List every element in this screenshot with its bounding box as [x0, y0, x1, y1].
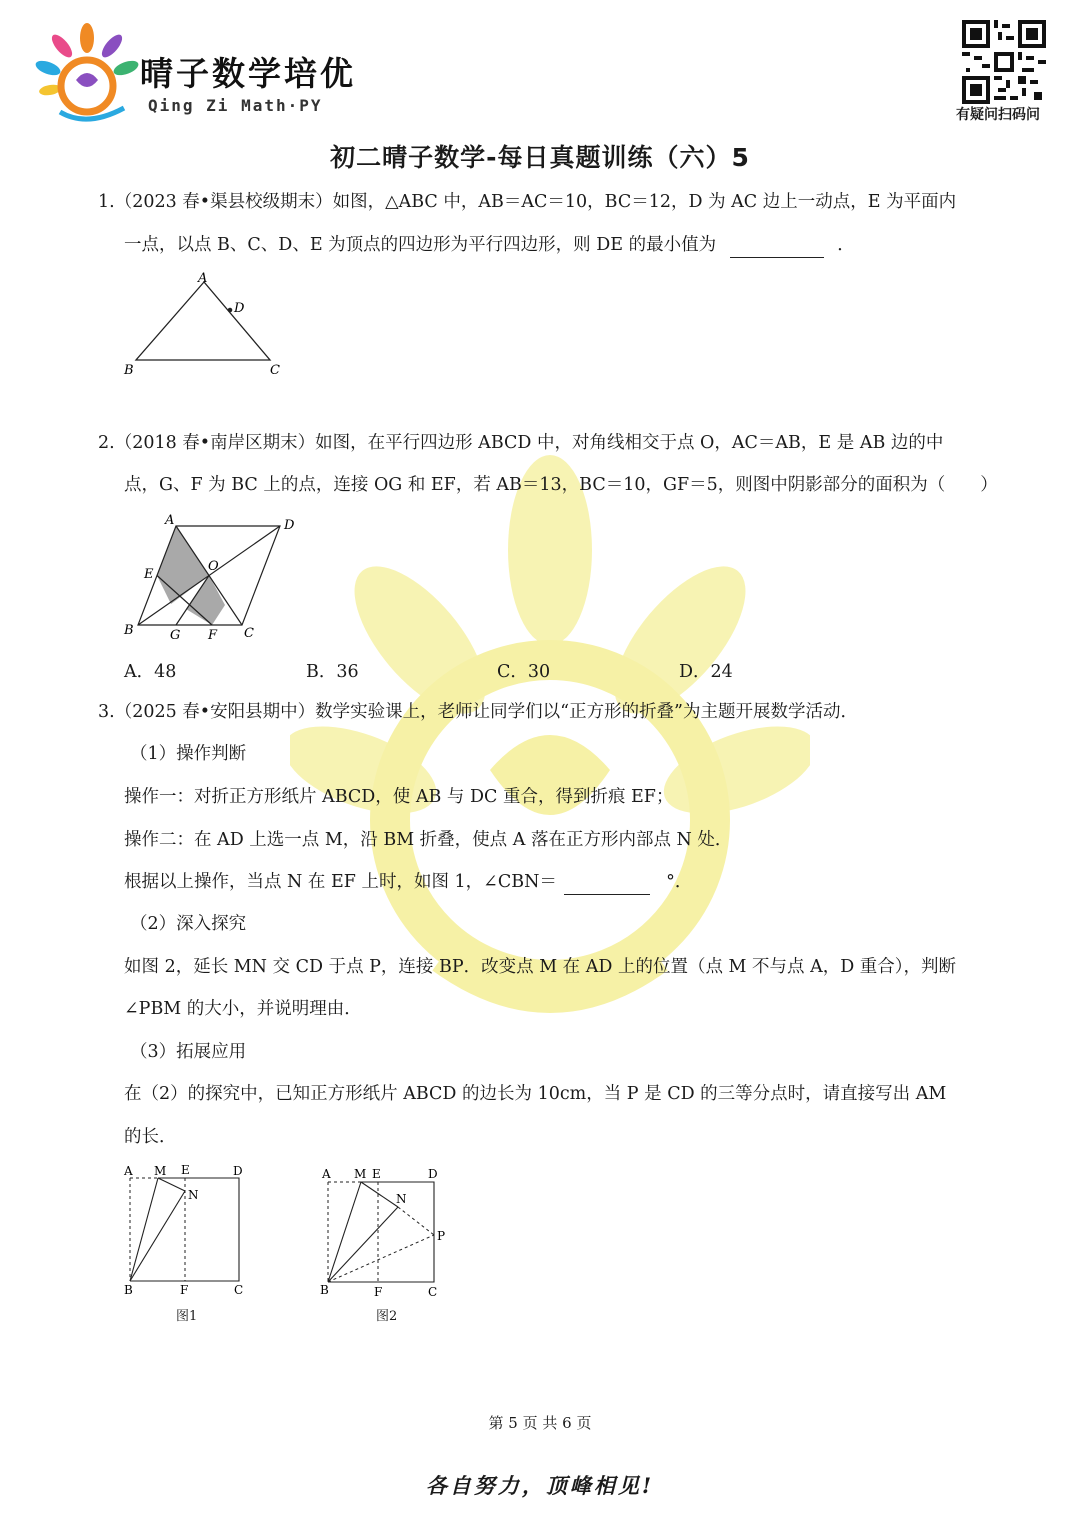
q3-question-end: °． — [666, 872, 693, 892]
q3f2-label-D: D — [428, 1167, 438, 1181]
fig1-label-A: A — [198, 271, 208, 286]
q3f1-label-D: D — [233, 1164, 243, 1178]
q1-text-line1: 1.（2023 春•渠县校级期末）如图，△ABC 中，AB＝AC＝10，BC＝12，D 为 AC 边上一动点，E 为平面内 — [98, 192, 957, 212]
q3f2-label-E: E — [372, 1167, 381, 1181]
q2-option-d[interactable]: D．24 — [679, 662, 733, 682]
q1-text-line2-content: 一点，以点 B、C、D、E 为顶点的四边形为平行四边形，则 DE 的最小值为 — [124, 235, 717, 255]
fig2-label-B: B — [124, 623, 134, 638]
q3-figure1-caption: 图1 — [176, 1309, 198, 1324]
q3-part3-line2: 的长． — [124, 1127, 177, 1147]
page-number: 第 5 页 共 6 页 — [488, 1414, 592, 1432]
brand-name-en: Qing Zi Math·PY — [148, 96, 323, 115]
q1-text-line2-end: ． — [837, 235, 855, 255]
q3-text-line1: 3.（2025 春•安阳县期中）数学实验课上，老师让同学们以“正方形的折叠”为主题开展数学活动． — [98, 702, 859, 722]
page-title: 初二晴子数学-每日真题训练（六）5 — [330, 143, 750, 172]
fig1-label-B: B — [124, 363, 134, 378]
q3f1-label-E: E — [181, 1163, 190, 1177]
q3-operation2: 操作二：在 AD 上选一点 M，沿 BM 折叠，使点 A 落在正方形内部点 N 处． — [124, 830, 733, 850]
qr-code-icon[interactable] — [962, 20, 1046, 104]
q3-part3-title: （3）拓展应用 — [130, 1042, 247, 1062]
q3-figure2-caption: 图2 — [376, 1309, 398, 1324]
fig1-label-D: D — [234, 301, 245, 316]
q2-option-b[interactable]: B．36 — [306, 662, 359, 682]
fig2-label-G: G — [170, 628, 181, 643]
q3-part3-line1: 在（2）的探究中，已知正方形纸片 ABCD 的边长为 10cm，当 P 是 CD 的三等分点时，请直接写出 AM — [124, 1084, 947, 1104]
fig2-label-F: F — [208, 628, 218, 643]
fig2-label-D: D — [284, 518, 295, 533]
q3f2-label-N: N — [396, 1192, 407, 1206]
motto: 各自努力，顶峰相见! — [425, 1473, 655, 1498]
q3-question-text: 根据以上操作，当点 N 在 EF 上时，如图 1，∠CBN＝ — [124, 872, 557, 892]
brand-name-cn: 晴子数学培优 — [140, 54, 356, 93]
q3f1-label-C: C — [234, 1283, 244, 1297]
fig2-label-O: O — [208, 559, 219, 574]
q2-figure — [118, 510, 308, 645]
q3f2-label-A: A — [322, 1167, 331, 1181]
q1-answer-blank[interactable] — [730, 233, 824, 258]
q3-part2-line1: 如图 2，延长 MN 交 CD 于点 P，连接 BP．改变点 M 在 AD 上的位置（点 M 不与点 A，D 重合），判断 — [124, 957, 957, 977]
q3f2-label-P: P — [437, 1229, 446, 1243]
fig1-label-C: C — [270, 363, 280, 378]
q3-part1-title: （1）操作判断 — [130, 744, 247, 764]
q3f1-label-F: F — [180, 1283, 189, 1297]
q3f1-label-N: N — [188, 1188, 199, 1202]
q3f2-label-C: C — [428, 1285, 438, 1299]
q1-text-line2 — [124, 233, 855, 258]
q2-text-line1: 2.（2018 春•南岸区期末）如图，在平行四边形 ABCD 中，对角线相交于点 O，AC＝AB，E 是 AB 边的中 — [98, 433, 944, 453]
q3f1-label-B: B — [124, 1283, 133, 1297]
watermark-logo — [290, 440, 810, 1020]
q2-option-c[interactable]: C．30 — [497, 662, 551, 682]
q3f2-label-M: M — [354, 1167, 367, 1181]
q3f1-label-A: A — [124, 1164, 133, 1178]
brand-logo-icon — [32, 20, 142, 130]
q3-answer-blank[interactable] — [564, 870, 650, 895]
q3f2-label-B: B — [320, 1283, 329, 1297]
q3-part2-line2: ∠PBM 的大小，并说明理由． — [124, 999, 362, 1019]
q2-option-a[interactable]: A．48 — [124, 662, 177, 682]
fig2-label-E: E — [144, 567, 154, 582]
q3-figure-1 — [118, 1158, 258, 1328]
fig2-label-C: C — [244, 626, 254, 641]
q3-operation1: 操作一：对折正方形纸片 ABCD，使 AB 与 DC 重合，得到折痕 EF； — [124, 787, 674, 807]
q3f2-label-F: F — [374, 1285, 383, 1299]
q3-part2-title: （2）深入探究 — [130, 914, 247, 934]
qr-caption: 有疑问扫码问 — [956, 107, 1040, 123]
q3-question-line — [124, 870, 692, 895]
fig2-label-A: A — [165, 513, 175, 528]
q1-figure — [118, 268, 298, 383]
q2-text-line2: 点，G、F 为 BC 上的点，连接 OG 和 EF，若 AB＝13，BC＝10，GF＝5，则图中阴影部分的面积为（ ） — [124, 475, 998, 495]
q3f1-label-M: M — [154, 1164, 167, 1178]
